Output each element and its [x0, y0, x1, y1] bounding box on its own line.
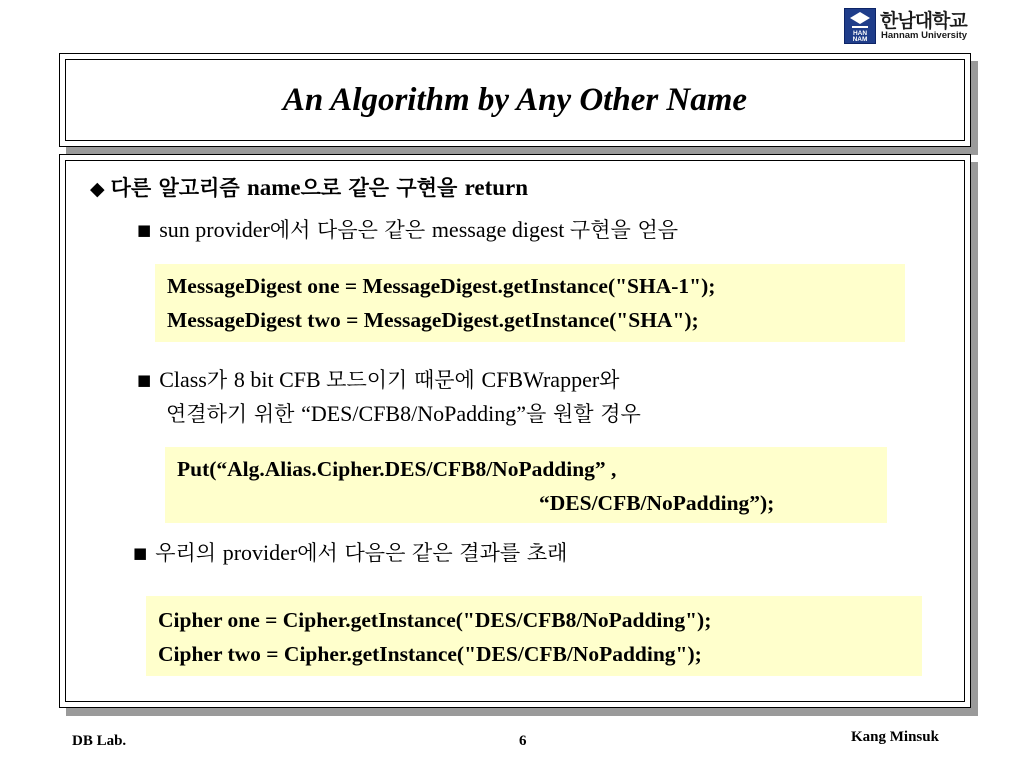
main-bullet-ko-mid: 으로 같은 구현을 [300, 176, 465, 200]
code-line: MessageDigest one = MessageDigest.getInstance("SHA-1"); [167, 274, 716, 298]
sub2-ko-a: 가 [206, 368, 234, 392]
square-bullet-icon: ■ [133, 544, 148, 562]
sub1-en-mid: message digest [431, 217, 570, 242]
sub2-line2-ko-a: 연결하기 위한 [166, 402, 302, 426]
university-logo [844, 6, 984, 44]
sub2-en-a: Class [159, 367, 207, 392]
code-line: MessageDigest two = MessageDigest.getInstance("SHA"); [167, 308, 699, 332]
sub3-en-mid: provider [222, 540, 298, 565]
sub2-line2-ko-b: 을 원할 경우 [525, 402, 641, 426]
sub2-line2-en: “DES/CFB8/NoPadding” [301, 401, 526, 426]
square-bullet-icon: ■ [137, 221, 152, 239]
main-bullet-en-mid: name [246, 175, 301, 200]
footer-lab-name: DB Lab. [72, 733, 127, 749]
sub-bullet-class-cfb-line1 [137, 364, 619, 394]
svg-text:NAM: NAM [852, 36, 868, 43]
sub2-en-c: CFBWrapper [481, 367, 600, 392]
svg-text:HAN: HAN [852, 30, 868, 37]
code-line: Cipher two = Cipher.getInstance("DES/CFB/NoPadding"); [158, 642, 702, 666]
sub2-en-b: 8 bit CFB [233, 367, 327, 392]
diamond-bullet-icon: ◆ [90, 178, 105, 200]
main-bullet-ko-pre: 다른 알고리즘 [110, 176, 247, 200]
sub3-ko-pre: 우리의 [155, 541, 223, 565]
code-block-message-digest [155, 264, 905, 342]
main-bullet-en-post: return [464, 175, 529, 200]
sub-bullet-class-cfb-line2 [166, 398, 641, 428]
square-bullet-icon: ■ [137, 371, 152, 389]
sub3-ko-post: 에서 다음은 같은 결과를 초래 [297, 541, 568, 565]
sub-bullet-our-provider [133, 537, 567, 567]
university-emblem-icon [844, 8, 876, 44]
sub1-ko-mid: 에서 다음은 같은 [269, 218, 432, 242]
sub2-ko-b: 모드이기 때문에 [326, 368, 482, 392]
title-box [59, 53, 971, 147]
code-block-cipher [146, 596, 922, 676]
code-block-alias-put [165, 447, 887, 523]
main-bullet [90, 172, 528, 202]
sub1-ko-post: 구현을 얻음 [569, 218, 679, 242]
sub1-en-pre: sun provider [159, 217, 270, 242]
code-line: Put(“Alg.Alias.Cipher.DES/CFB8/NoPadding” , [177, 457, 617, 481]
code-line: “DES/CFB/NoPadding”); [539, 491, 775, 515]
footer-author: Kang Minsuk [851, 729, 939, 745]
sub2-ko-c: 와 [599, 368, 620, 392]
logo-english-name: Hannam University [881, 30, 968, 41]
sub-bullet-sun-provider [137, 214, 678, 244]
slide-title: An Algorithm by Any Other Name [282, 81, 748, 118]
title-inner-frame [65, 59, 965, 141]
logo-korean-name: 한남대학교 [880, 10, 967, 32]
code-line: Cipher one = Cipher.getInstance("DES/CFB8/NoPadding"); [158, 608, 712, 632]
footer-page-number: 6 [519, 733, 527, 749]
